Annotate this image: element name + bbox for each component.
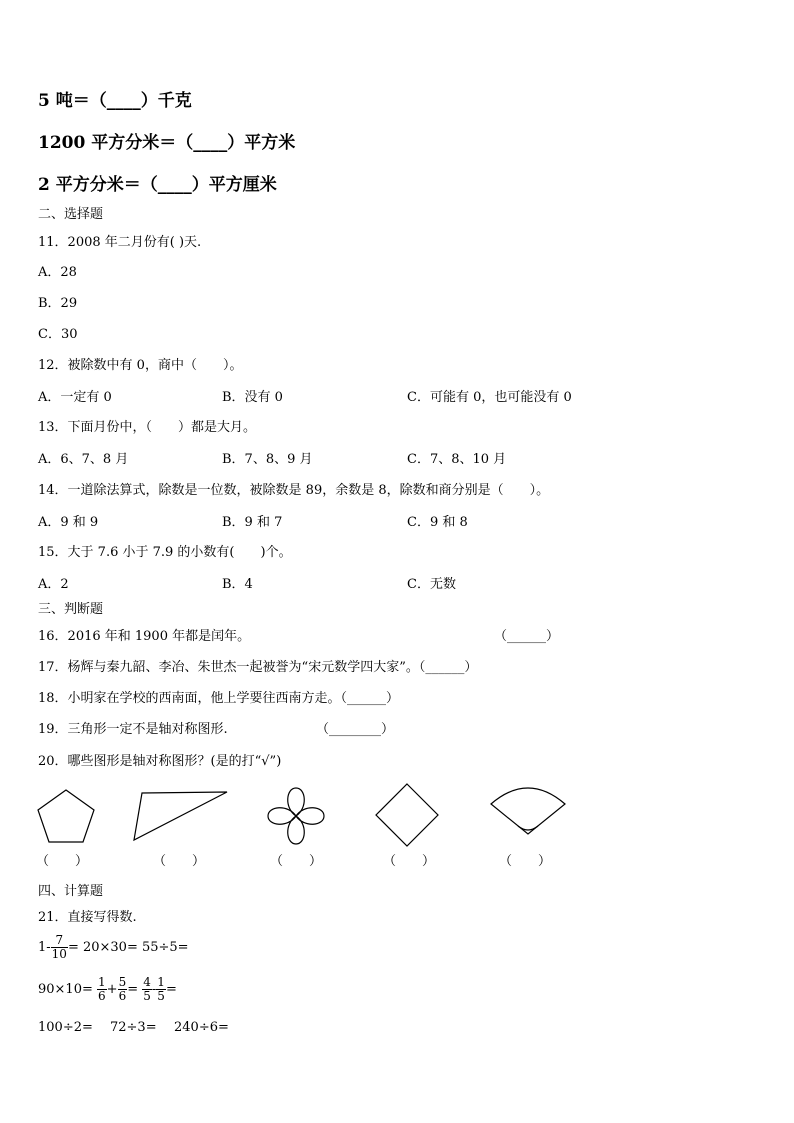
conversion-3: 2 平方分米＝（____）平方厘米	[38, 175, 277, 195]
fraction-4-5	[142, 976, 152, 1003]
diamond-figure	[374, 782, 440, 848]
fraction-denominator: 10	[51, 947, 67, 961]
fraction-1-5	[156, 976, 166, 1003]
question-21-stem: 21．直接写得数.	[38, 910, 137, 925]
section-heading-calculation: 四、计算题	[38, 884, 104, 899]
minus-sign: -	[151, 982, 157, 997]
fraction-denominator: 6	[118, 989, 127, 1003]
q11-option-b: B．29	[38, 296, 78, 311]
q12-option-a: A．一定有 0	[38, 390, 112, 405]
question-19-stem: 19．三角形一定不是轴对称图形.	[38, 722, 228, 737]
fraction-numerator: 7	[51, 934, 68, 948]
triangle-figure	[132, 788, 230, 844]
q14-option-c: C．9 和 8	[407, 515, 468, 530]
fan-figure	[488, 782, 568, 840]
fraction-numerator: 5	[118, 975, 127, 989]
fraction-1-6	[97, 976, 107, 1003]
equals-sign: =	[127, 982, 139, 997]
q20-answer-paren-3[interactable]: （ ）	[270, 854, 323, 869]
calc-row3-item-2: 72÷3=	[110, 1020, 157, 1035]
q11-option-a: A．28	[38, 265, 77, 280]
conversion-1: 5 吨＝（____）千克	[38, 91, 192, 111]
q15-option-a: A．2	[38, 577, 69, 592]
question-20-stem: 20．哪些图形是轴对称图形？(是的打“√”)	[38, 754, 282, 769]
fraction-denominator: 5	[157, 989, 165, 1003]
section-heading-choice: 二、选择题	[38, 207, 104, 222]
q15-option-b: B．4	[222, 577, 253, 592]
plus-sign: +	[106, 982, 118, 997]
question-19-blank: （________）	[316, 722, 395, 737]
question-17-stem: 17．杨辉与秦九韶、李冶、朱世杰一起被誉为“宋元数学四大家”。（______）	[38, 660, 478, 675]
question-16-stem: 16．2016 年和 1900 年都是闰年。	[38, 629, 251, 644]
q13-option-b: B．7、8、9 月	[222, 452, 313, 467]
question-16-blank: （______）	[494, 629, 560, 644]
fraction-numerator: 1	[98, 975, 106, 989]
q11-option-c: C．30	[38, 327, 78, 342]
q15-option-c: C．无数	[407, 577, 456, 592]
q20-answer-paren-4[interactable]: （ ）	[383, 854, 436, 869]
conversion-2: 1200 平方分米＝（____）平方米	[38, 133, 296, 153]
q14-option-a: A．9 和 9	[38, 515, 99, 530]
equals-sign: =	[165, 982, 177, 997]
fraction-numerator: 1	[157, 975, 165, 989]
question-14-stem: 14．一道除法算式，除数是一位数，被除数是 89，余数是 8，除数和商分别是（ ）。	[38, 483, 550, 498]
question-12-stem: 12．被除数中有 0，商中（ ）。	[38, 358, 243, 373]
calc-row-1	[38, 934, 189, 961]
fraction-numerator: 4	[143, 975, 151, 989]
calc-row1-rest: = 20×30= 55÷5=	[67, 940, 189, 955]
calc-row3-item-3: 240÷6=	[174, 1020, 229, 1035]
pentagon-figure	[36, 788, 96, 844]
q12-option-c: C．可能有 0，也可能没有 0	[407, 390, 572, 405]
calc-row2-prefix: 90×10=	[38, 982, 93, 997]
fraction-denominator: 5	[143, 989, 151, 1003]
calc-row-2	[38, 976, 177, 1003]
q20-answer-paren-5[interactable]: （ ）	[499, 854, 552, 869]
section-heading-judgement: 三、判断题	[38, 602, 104, 617]
q13-option-c: C．7、8、10 月	[407, 452, 507, 467]
fraction-7-10	[51, 934, 68, 961]
q20-answer-paren-2[interactable]: （ ）	[153, 854, 206, 869]
four-leaf-figure	[264, 784, 328, 848]
question-11-stem: 11．2008 年二月份有( )天.	[38, 235, 202, 250]
q14-option-b: B．9 和 7	[222, 515, 283, 530]
q20-answer-paren-1[interactable]: （ ）	[36, 854, 89, 869]
fraction-denominator: 6	[98, 989, 106, 1003]
calc-row3-item-1: 100÷2=	[38, 1020, 93, 1035]
q12-option-b: B．没有 0	[222, 390, 283, 405]
calc-row1-prefix: 1-	[38, 940, 51, 955]
question-15-stem: 15．大于 7.6 小于 7.9 的小数有( )个。	[38, 545, 292, 560]
question-13-stem: 13．下面月份中，（ ）都是大月。	[38, 420, 257, 435]
fraction-5-6	[118, 976, 128, 1003]
q13-option-a: A．6、7、8 月	[38, 452, 129, 467]
question-18-stem: 18．小明家在学校的西南面，他上学要往西南方走。（______）	[38, 691, 400, 706]
